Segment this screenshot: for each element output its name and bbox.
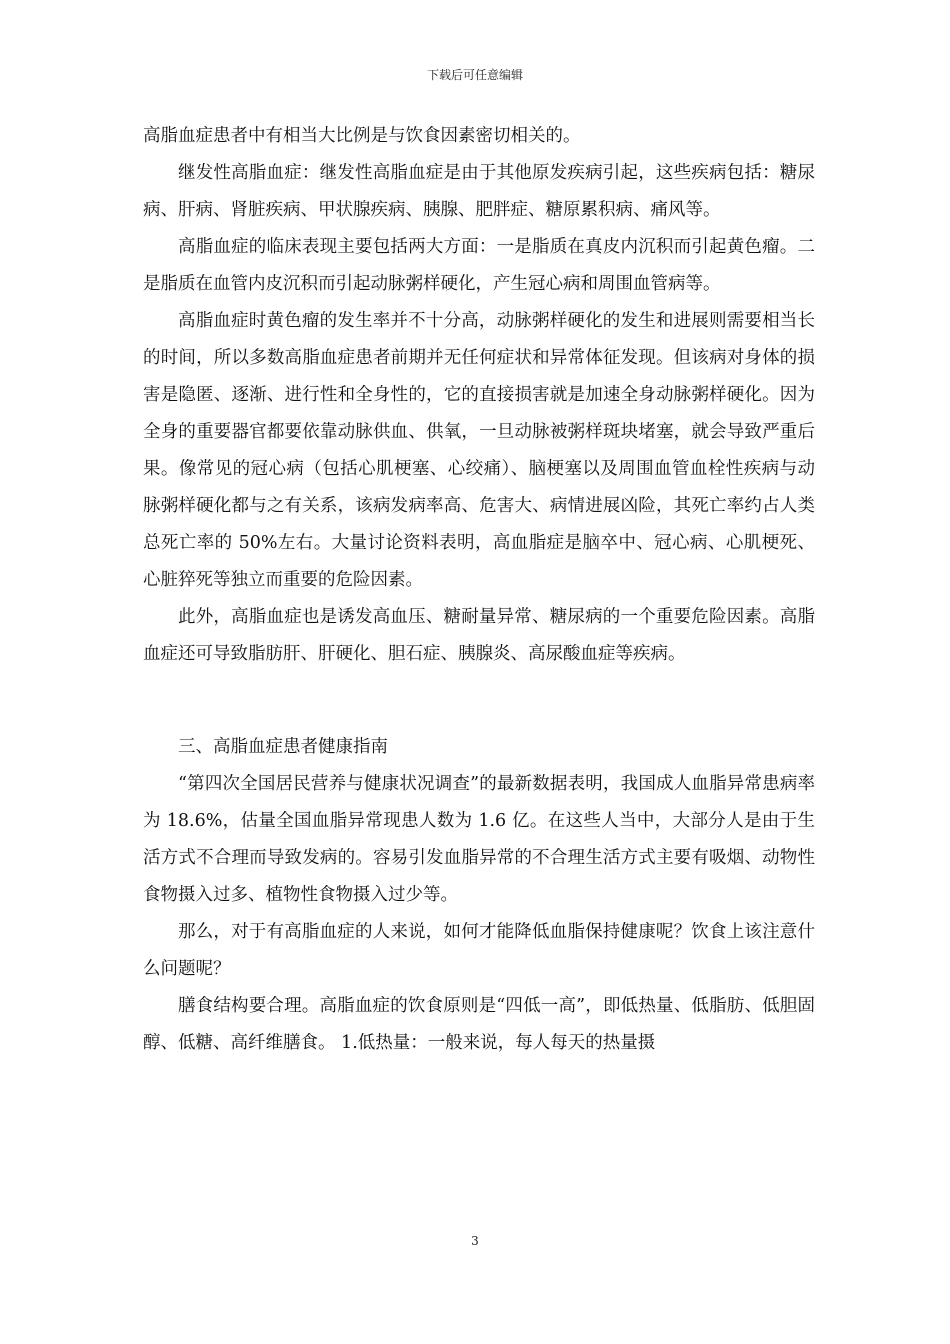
page-number: 3 [471,1234,479,1248]
document-body [143,118,815,1062]
paragraph-xanthoma-atherosclerosis: 高脂血症时黄色瘤的发生率并不十分高，动脉粥样硬化的发生和进展则需要相当长的时间，所以多数高脂血症患者前期并无任何症状和异常体征发现。但该病对身体的损害是隐匿、逐渐、进行性和全身性的，它的直接损害就是加速全身动脉粥样硬化。因为全身的重要器官都要依靠动脉供血、供氧，一旦动脉被粥样斑块堵塞，就会导致严重后果。像常见的冠心病（包括心肌梗塞、心绞痛）、脑梗塞以及周围血管血栓性疾病与动脉粥样硬化都与之有关系，该病发病率高、危害大、病情进展凶险，其死亡率约占人类总死亡率的 50%左右。大量讨论资料表明，高血脂症是脑卒中、冠心病、心肌梗死、心脏猝死等独立而重要的危险因素。 [143,311,815,590]
paragraph-secondary-hyperlipidemia: 继发性高脂血症：继发性高脂血症是由于其他原发疾病引起，这些疾病包括：糖尿病、肝病、肾脏疾病、甲状腺疾病、胰腺、肥胖症、糖原累积病、痛风等。 [143,163,815,220]
paragraph-risk-factors: 此外，高脂血症也是诱发高血压、糖耐量异常、糖尿病的一个重要危险因素。高脂血症还可导致脂肪肝、肝硬化、胆石症、胰腺炎、高尿酸血症等疾病。 [143,607,815,664]
section-spacer [143,673,815,729]
paragraph-diet-principle: 膳食结构要合理。高脂血症的饮食原则是“四低一高”，即低热量、低脂肪、低胆固醇、低糖、高纤维膳食。 1.低热量：一般来说，每人每天的热量摄 [143,996,815,1053]
paragraph-survey-data: “第四次全国居民营养与健康状况调查”的最新数据表明，我国成人血脂异常患病率为 18.6%，估量全国血脂异常现患人数为 1.6 亿。在这些人当中，大部分人是由于生活方式不合理而导致发病的。容易引发血脂异常的不合理生活方式主要有吸烟、动物性食物摄入过多、植物性食物摄入过少等。 [143,774,815,905]
page-header: 下载后可任意编辑 [426,68,523,82]
paragraph-continuation: 高脂血症患者中有相当大比例是与饮食因素密切相关的。 [143,126,581,146]
section-heading: 三、高脂血症患者健康指南 [178,737,388,757]
paragraph-question: 那么，对于有高脂血症的人来说，如何才能降低血脂保持健康呢？饮食上该注意什么问题呢？ [143,922,815,979]
paragraph-clinical-manifestations: 高脂血症的临床表现主要包括两大方面：一是脂质在真皮内沉积而引起黄色瘤。二是脂质在血管内皮沉积而引起动脉粥样硬化，产生冠心病和周围血管病等。 [143,237,815,294]
